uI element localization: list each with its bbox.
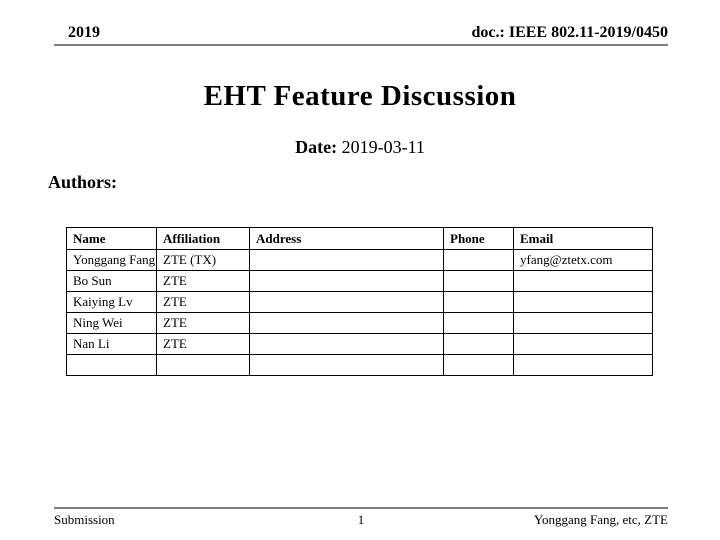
table-cell: ZTE	[157, 313, 250, 334]
footer-rule	[54, 507, 668, 509]
table-cell	[250, 271, 444, 292]
slide-title: EHT Feature Discussion	[203, 80, 517, 112]
footer-page-number: 1	[357, 512, 365, 527]
table-column-header: Affiliation	[157, 228, 250, 250]
table-cell	[250, 334, 444, 355]
table-cell: ZTE	[157, 292, 250, 313]
table-row	[67, 271, 653, 292]
table-cell: Kaiying Lv	[67, 292, 157, 313]
table-row	[67, 250, 653, 271]
table-column-header: Email	[514, 228, 653, 250]
table-cell	[157, 355, 250, 376]
table-row	[67, 313, 653, 334]
footer-author: Yonggang Fang, etc, ZTE	[533, 512, 668, 527]
table-cell	[444, 313, 514, 334]
table-cell: Bo Sun	[67, 271, 157, 292]
page-header	[54, 24, 668, 42]
table-cell	[250, 355, 444, 376]
table-cell: Yonggang Fang	[67, 250, 157, 271]
date-line	[0, 137, 720, 158]
table-cell: Ning Wei	[67, 313, 157, 334]
table-cell	[514, 313, 653, 334]
table-row	[67, 355, 653, 376]
table-cell: ZTE	[157, 334, 250, 355]
table-cell: yfang@ztetx.com	[514, 250, 653, 271]
authors-label: Authors:	[48, 172, 118, 192]
table-cell	[444, 334, 514, 355]
table-cell	[444, 250, 514, 271]
table-cell: ZTE	[157, 271, 250, 292]
table-cell	[67, 355, 157, 376]
page-footer	[54, 512, 668, 528]
table-cell	[514, 292, 653, 313]
table-column-header: Phone	[444, 228, 514, 250]
table-row	[67, 334, 653, 355]
table-cell	[444, 292, 514, 313]
table-column-header: Address	[250, 228, 444, 250]
table-cell	[444, 271, 514, 292]
header-rule	[54, 44, 668, 46]
authors-table	[66, 227, 653, 376]
table-row	[67, 292, 653, 313]
table-cell	[444, 355, 514, 376]
authors-table-body	[67, 250, 653, 376]
table-cell: ZTE (TX)	[157, 250, 250, 271]
table-cell	[514, 355, 653, 376]
table-cell	[250, 313, 444, 334]
table-cell	[514, 271, 653, 292]
table-cell: Nan Li	[67, 334, 157, 355]
table-cell	[514, 334, 653, 355]
header-doc-number: doc.: IEEE 802.11-2019/0450	[471, 24, 668, 41]
date-text: 2019-03-11	[341, 137, 425, 157]
header-year: 2019	[68, 24, 100, 41]
table-header-row	[67, 228, 653, 250]
table-cell	[250, 292, 444, 313]
date-label: Date:	[295, 137, 338, 157]
table-column-header: Name	[67, 228, 157, 250]
table-cell	[250, 250, 444, 271]
footer-submission: Submission	[54, 512, 115, 527]
